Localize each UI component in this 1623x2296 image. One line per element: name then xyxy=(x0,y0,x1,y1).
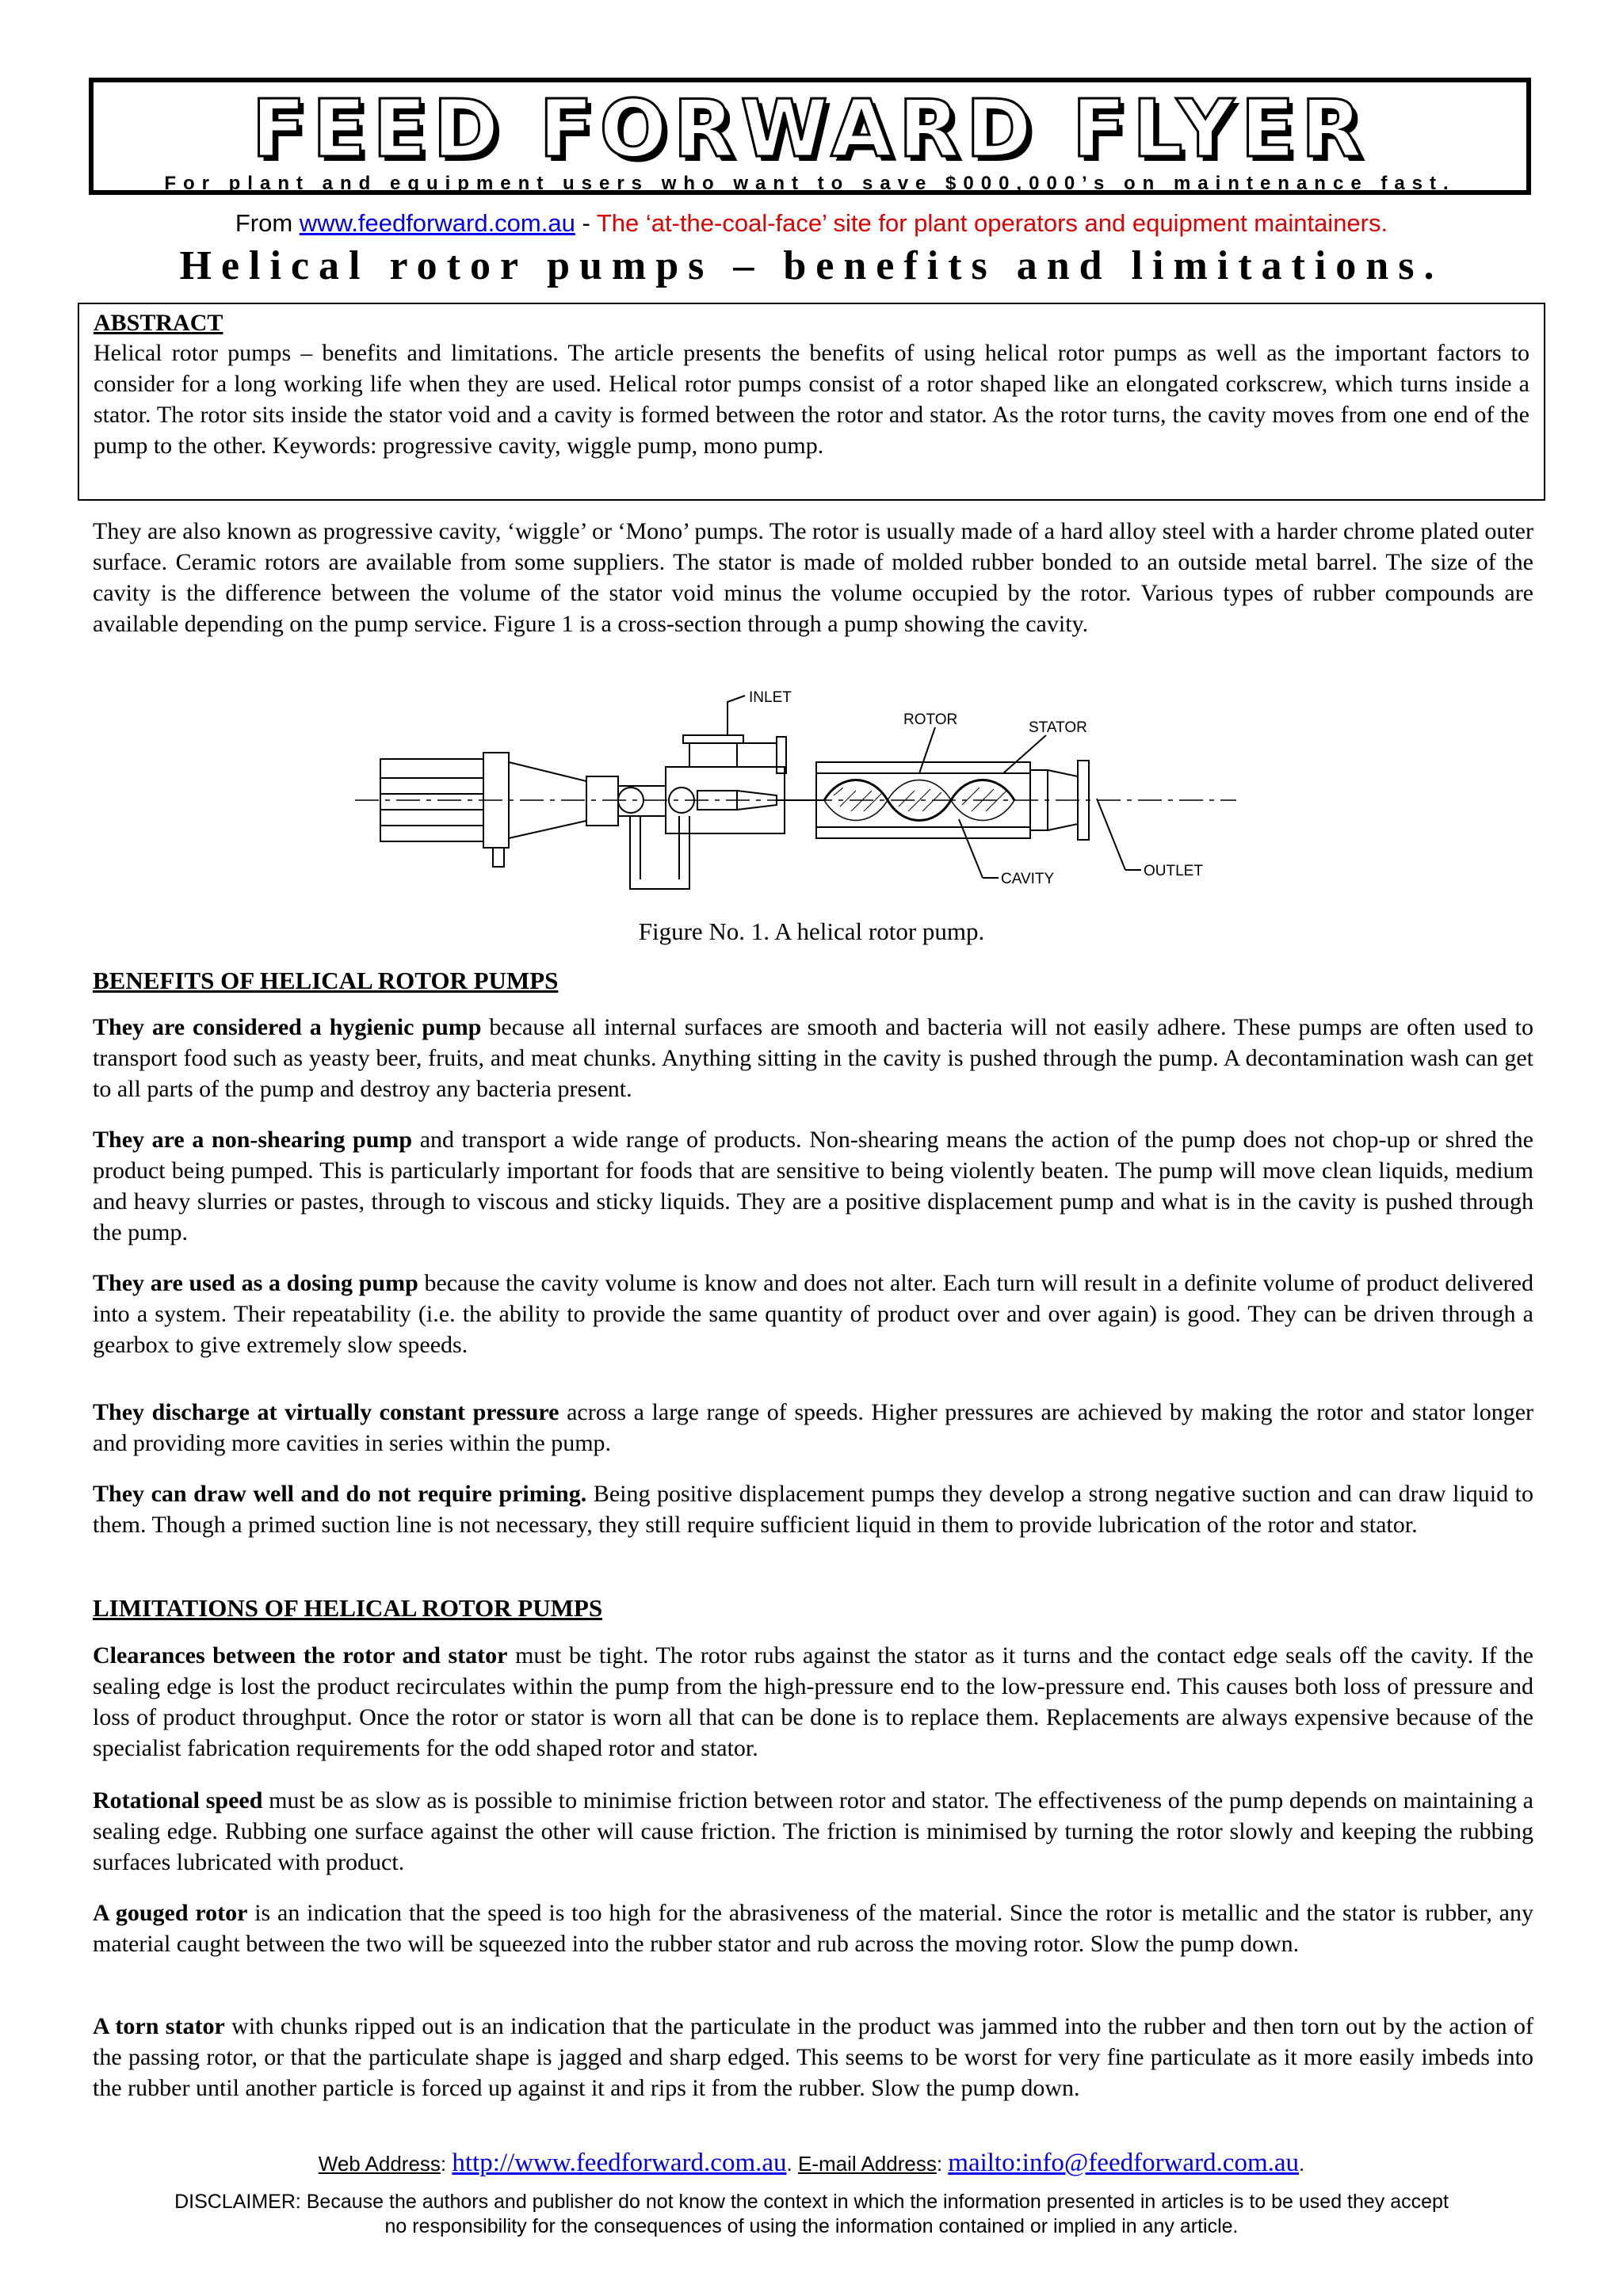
benefit-paragraph xyxy=(93,1124,1533,1248)
colon: : xyxy=(440,2152,453,2176)
email-address-label: E-mail Address xyxy=(797,2152,937,2176)
abstract-heading: ABSTRACT xyxy=(94,310,223,336)
limitation-lead: Clearances between the rotor and stator xyxy=(93,1642,508,1669)
benefit-paragraph xyxy=(93,1397,1533,1459)
colon: : xyxy=(936,2152,949,2176)
masthead-title: FEED FORWARD FLYER xyxy=(251,82,1369,175)
benefit-text: and transport a wide range of products. Non-shearing means the action of the pump does not chop-up or shred the product being pumped. This is particularly important for foods that are sensitive to being violently beaten. The pump will move clean liquids, medium and heavy slurries or pastes, through to viscous and sticky liquids. They are a positive displacement pump and what is in the cavity is pushed through the pump. xyxy=(93,1127,1533,1245)
footer-web-line xyxy=(0,2147,1623,2180)
benefit-paragraph xyxy=(93,1012,1533,1104)
limitation-text: with chunks ripped out is an indication that the particulate in the product was jammed into the rubber and then torn out by the action of the passing rotor, or that the particulate shape is jagged and sharp edged. This seems to be worst for very fine particulate as it more easily imbeds into the rubber until another particle is forced up against it and rips it from the rubber. Slow the pump down. xyxy=(93,2013,1533,2101)
benefit-lead: They are a non-shearing pump xyxy=(93,1127,413,1153)
limitations-heading: LIMITATIONS OF HELICAL ROTOR PUMPS xyxy=(93,1594,603,1622)
limitation-text: must be as slow as is possible to minimise friction between rotor and stator. The effectiveness of the pump depends on maintaining a sealing edge. Rubbing one surface against the other will cause friction. The friction is minimised by turning the rotor slowly and keeping the rubbing surfaces lubricated with product. xyxy=(93,1787,1533,1875)
benefit-paragraph xyxy=(93,1268,1533,1360)
site-link[interactable]: www.feedforward.com.au xyxy=(299,209,575,237)
limitation-lead: A gouged rotor xyxy=(93,1900,248,1926)
benefits-heading: BENEFITS OF HELICAL ROTOR PUMPS xyxy=(93,967,559,994)
benefit-lead: They are considered a hygienic pump xyxy=(93,1014,482,1040)
disclaimer: DISCLAIMER: Because the authors and publisher do not know the context in which the information presented in articles is to be used they accept no responsibility for the consequences of using the information contained or implied in any article. xyxy=(174,2191,1449,2237)
from-line xyxy=(0,208,1623,239)
page-title: Helical rotor pumps – benefits and limitations. xyxy=(179,243,1444,288)
masthead xyxy=(89,78,1531,195)
limitation-paragraph xyxy=(93,1897,1533,1959)
limitation-text: must be tight. The rotor rubs against the stator as it turns and the contact edge seals off the cavity. If the sealing edge is lost the product recirculates within the pump from the high-pressure end to the low-pressure end. This causes both loss of pressure and loss of product throughput. Once the rotor or stator is worn all that can be done is to replace them. Replacements are always expensive because of the specialist fabrication requirements for the odd shaped rotor and stator. xyxy=(93,1642,1533,1761)
benefit-text: because all internal surfaces are smooth and bacteria will not easily adhere. These pumps are often used to transport food such as yeasty beer, fruits, and meat chunks. Anything sitting in the cavity is pushed through the pump. A decontamination wash can get to all parts of the pump and destroy any bacteria present. xyxy=(93,1014,1533,1102)
web-address-link[interactable]: http://www.feedforward.com.au xyxy=(452,2149,787,2177)
label-cavity: CAVITY xyxy=(1001,871,1055,887)
label-inlet: INLET xyxy=(749,689,792,706)
limitation-lead: Rotational speed xyxy=(93,1787,263,1814)
from-separator: - xyxy=(575,209,597,237)
web-address-label: Web Address xyxy=(318,2152,441,2176)
benefit-lead: They can draw well and do not require priming. xyxy=(93,1481,587,1507)
benefit-text: Being positive displacement pumps they develop a strong negative suction and can draw liquid to them. Though a primed suction line is not necessary, they still require sufficient liquid in them to provide lubrication of the rotor and stator. xyxy=(93,1481,1534,1538)
limitation-paragraph xyxy=(93,1785,1533,1878)
abstract-text: Helical rotor pumps – benefits and limitations. The article presents the benefits of using helical rotor pumps as well as the important factors to consider for a long working life when they are used. Helical rotor pumps consist of a rotor shaped like an elongated corkscrew, which turns inside a stator. The rotor sits inside the stator void and a cavity is formed between the rotor and stator. As the rotor turns, the cavity moves from one end of the pump to the other. Keywords: progressive cavity, wiggle pump, mono pump. xyxy=(94,340,1529,459)
benefit-lead: They are used as a dosing pump xyxy=(93,1270,418,1296)
masthead-tagline: For plant and equipment users who want to save $000,000’s on maintenance fast. xyxy=(164,173,1456,194)
pump-figure xyxy=(349,680,1252,902)
limitation-lead: A torn stator xyxy=(93,2013,225,2039)
benefit-text: across a large range of speeds. Higher pressures are achieved by making the rotor and stator longer and providing more cavities in series within the pump. xyxy=(93,1399,1533,1456)
label-stator: STATOR xyxy=(1029,719,1087,736)
figure-caption: Figure No. 1. A helical rotor pump. xyxy=(638,917,985,945)
limitation-paragraph xyxy=(93,2011,1533,2103)
abstract-box xyxy=(78,303,1545,501)
email-address-link[interactable]: mailto:info@feedforward.com.au xyxy=(948,2149,1300,2177)
limitation-paragraph xyxy=(93,1640,1533,1764)
benefit-lead: They discharge at virtually constant pressure xyxy=(93,1399,559,1425)
label-rotor: ROTOR xyxy=(903,711,958,728)
label-outlet: OUTLET xyxy=(1144,863,1203,879)
site-description: The ‘at-the-coal-face’ site for plant operators and equipment maintainers. xyxy=(596,209,1388,237)
benefit-paragraph xyxy=(93,1478,1533,1540)
benefit-text: because the cavity volume is know and does not alter. Each turn will result in a definite volume of product delivered into a system. Their repeatability (i.e. the ability to provide the same quantity of product over and over again) is good. They can be driven through a gearbox to give extremely slow speeds. xyxy=(93,1270,1533,1358)
intro-paragraph: They are also known as progressive cavity, ‘wiggle’ or ‘Mono’ pumps. The rotor is usually made of a hard alloy steel with a harder chrome plated outer surface. Ceramic rotors are available from some suppliers. The stator is made of molded rubber bonded to an outside metal barrel. The size of the cavity is the difference between the volume of the stator void minus the volume occupied by the rotor. Various types of rubber compounds are available depending on the pump service. Figure 1 is a cross-section through a pump showing the cavity. xyxy=(93,518,1533,637)
period: . xyxy=(1299,2152,1305,2176)
limitation-text: is an indication that the speed is too high for the abrasiveness of the material. Since the rotor is metallic and the stator is rubber, any material caught between the two will be squeezed into the rubber stator and rub across the moving rotor. Slow the pump down. xyxy=(93,1900,1533,1957)
period: . xyxy=(786,2152,792,2176)
from-prefix: From xyxy=(235,209,300,237)
